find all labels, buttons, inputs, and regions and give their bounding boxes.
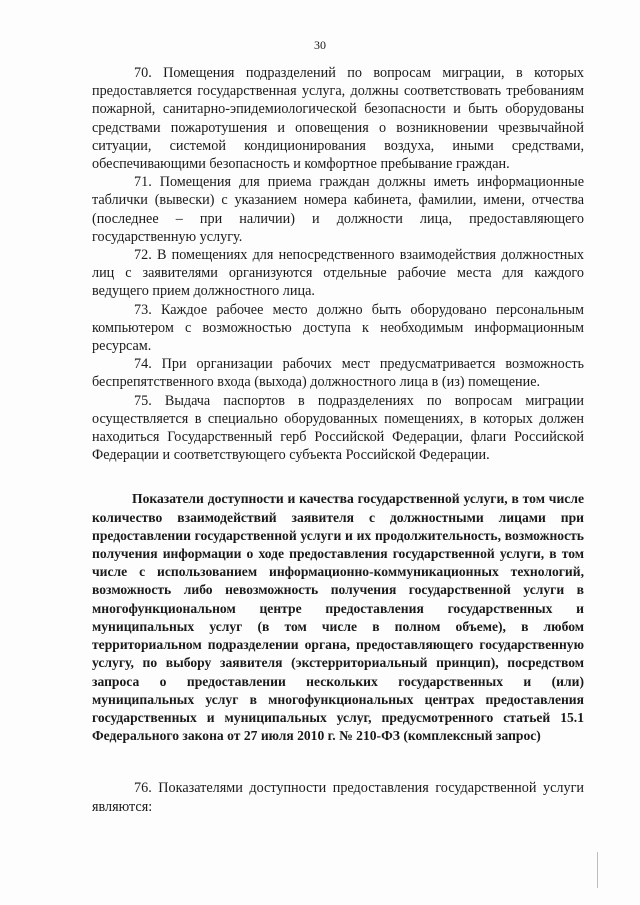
paragraph-75: 75. Выдача паспортов в подразделениях по вопросам миграции осуществляется в специально оборудованных помещениях, в которых должен находиться Государственный герб Российской Федерации, флаги Российской Федерации и соответствующего субъекта Российской Федерации. [92,392,584,464]
section-heading: Показатели доступности и качества государственной услуги, в том числе количество взаимодействий заявителя с должностными лицами при предоставлении государственной услуги и их продолжительность, возможность получения информации о ходе предоставления государственной услуги, в том числе с использованием информационно-коммуникационных технологий, возможность либо невозможность получения государственной услуги в многофункциональном центре предоставления государственных и муниципальных услуг (в том числе в полном объеме), в любом территориальном подразделении органа, предоставляющего государственную услугу, по выбору заявителя (экстерриториальный принцип), посредством запроса о предоставлении нескольких государственных и (или) муниципальных услуг в многофункциональных центрах предоставления государственных и муниципальных услуг, предусмотренного статьей 15.1 Федерального закона от 27 июля 2010 г. № 210-ФЗ (комплексный запрос) [92,491,584,744]
paragraph-74: 74. При организации рабочих мест предусматривается возможность беспрепятственного входа (выхода) должностного лица в (из) помещение. [92,356,584,391]
paragraph-72: 72. В помещениях для непосредственного взаимодействия должностных лиц с заявителями организуются отдельные рабочие места для каждого ведущего прием должностного лица. [92,247,584,300]
scan-edge-mark [597,852,598,888]
page-number: 30 [314,38,326,52]
paragraph-71: 71. Помещения для приема граждан должны иметь информационные таблички (вывески) с указанием номера кабинета, фамилии, имени, отчества (последнее – при наличии) и должности лица, предоставляющего государственную услугу. [92,174,584,245]
paragraph-70: 70. Помещения подразделений по вопросам миграции, в которых предоставляется государственная услуга, должны соответствовать требованиям пожарной, санитарно-эпидемиологической безопасности и быть оборудованы средствами пожаротушения и оповещения о возникновении чрезвычайной ситуации, системой кондиционирования воздуха, иными средствами, обеспечивающими безопасность и комфортное пребывание граждан. [92,65,584,173]
paragraph-73: 73. Каждое рабочее место должно быть оборудовано персональным компьютером с возможностью доступа к необходимым информационным ресурсам. [92,301,584,355]
document-body [92,64,584,816]
paragraph-76: 76. Показателями доступности предоставления государственной услуги являются: [92,780,584,815]
